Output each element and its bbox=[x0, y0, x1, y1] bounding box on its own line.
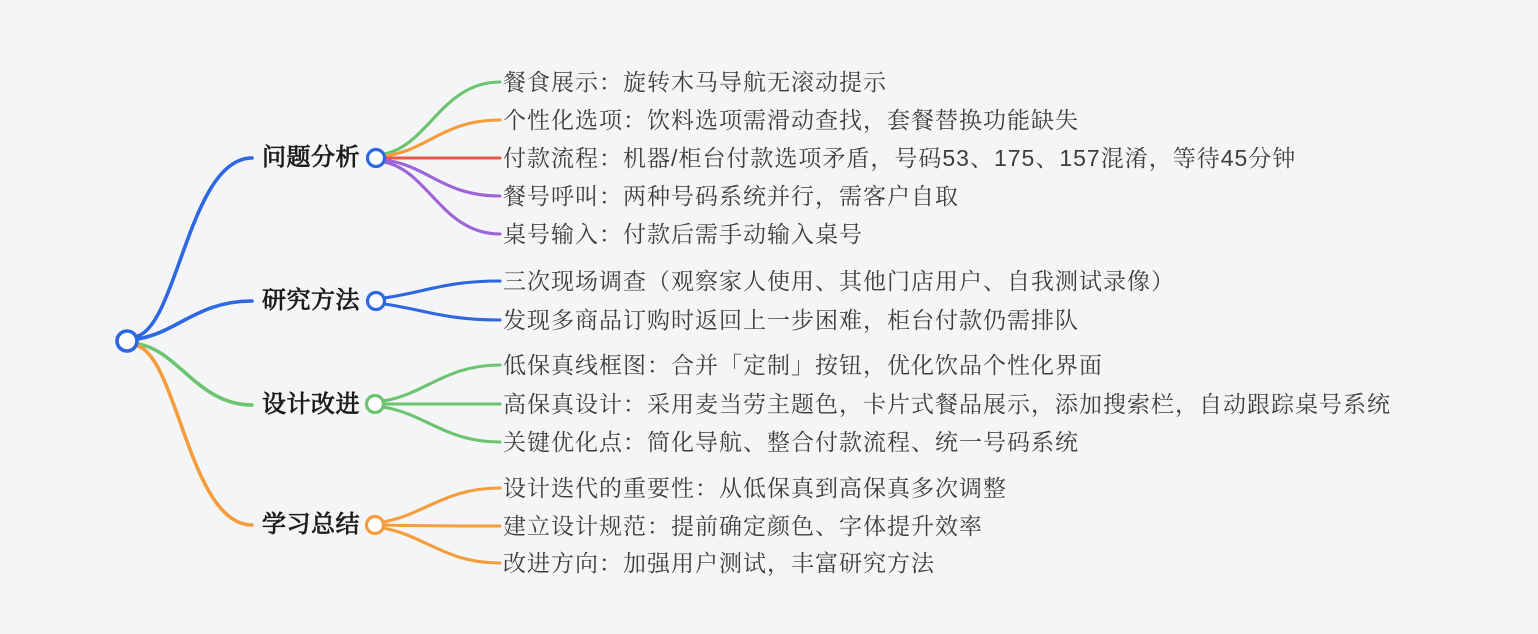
edge-root-design-improvements bbox=[138, 344, 252, 405]
child-node-research-methods-1[interactable]: 三次现场调查（观察家人使用、其他门店用户、自我测试录像） bbox=[503, 268, 1175, 294]
edge-learning-summary-child-1 bbox=[383, 488, 500, 522]
child-node-research-methods-2[interactable]: 发现多商品订购时返回上一步困难，柜台付款仍需排队 bbox=[503, 307, 1079, 333]
edge-learning-summary-child-2 bbox=[383, 525, 500, 526]
branch-node-circle-learning-summary[interactable] bbox=[367, 517, 384, 534]
edge-root-problem-analysis bbox=[138, 158, 252, 336]
edge-problem-analysis-child-1 bbox=[384, 82, 500, 154]
edge-problem-analysis-child-4 bbox=[384, 160, 500, 196]
branch-node-learning-summary[interactable]: 学习总结 bbox=[262, 511, 360, 538]
edge-root-learning-summary bbox=[138, 346, 252, 525]
branch-node-circle-problem-analysis[interactable] bbox=[368, 150, 385, 167]
edge-research-methods-child-1 bbox=[384, 281, 500, 298]
branch-node-circle-research-methods[interactable] bbox=[368, 293, 385, 310]
branch-node-design-improvements[interactable]: 设计改进 bbox=[262, 391, 360, 418]
edge-design-improvements-child-3 bbox=[383, 407, 500, 442]
child-node-design-improvements-1[interactable]: 低保真线框图：合并「定制」按钮，优化饮品个性化界面 bbox=[503, 352, 1103, 378]
child-node-learning-summary-3[interactable]: 改进方向：加强用户测试，丰富研究方法 bbox=[503, 550, 935, 576]
edge-problem-analysis-child-2 bbox=[384, 120, 500, 156]
edge-research-methods-child-2 bbox=[384, 304, 500, 320]
child-node-learning-summary-2[interactable]: 建立设计规范：提前确定颜色、字体提升效率 bbox=[503, 513, 983, 539]
branch-node-circle-design-improvements[interactable] bbox=[367, 396, 384, 413]
child-node-problem-analysis-5[interactable]: 桌号输入：付款后需手动输入桌号 bbox=[503, 221, 863, 247]
root-node[interactable] bbox=[117, 331, 137, 351]
edge-problem-analysis-child-5 bbox=[384, 162, 500, 234]
child-node-problem-analysis-4[interactable]: 餐号呼叫：两种号码系统并行，需客户自取 bbox=[503, 183, 959, 209]
child-node-problem-analysis-3[interactable]: 付款流程：机器/柜台付款选项矛盾，号码53、175、157混淆，等待45分钟 bbox=[503, 145, 1297, 171]
child-node-design-improvements-2[interactable]: 高保真设计：采用麦当劳主题色，卡片式餐品展示，添加搜索栏，自动跟踪桌号系统 bbox=[503, 391, 1391, 417]
edge-learning-summary-child-3 bbox=[383, 528, 500, 563]
branch-node-research-methods[interactable]: 研究方法 bbox=[262, 287, 360, 314]
child-node-problem-analysis-2[interactable]: 个性化选项：饮料选项需滑动查找，套餐替换功能缺失 bbox=[503, 107, 1079, 133]
child-node-design-improvements-3[interactable]: 关键优化点：简化导航、整合付款流程、统一号码系统 bbox=[503, 429, 1079, 455]
edge-design-improvements-child-1 bbox=[383, 365, 500, 401]
child-node-problem-analysis-1[interactable]: 餐食展示：旋转木马导航无滚动提示 bbox=[503, 69, 887, 95]
branch-node-problem-analysis[interactable]: 问题分析 bbox=[262, 144, 360, 171]
child-node-learning-summary-1[interactable]: 设计迭代的重要性：从低保真到高保真多次调整 bbox=[503, 475, 1007, 501]
